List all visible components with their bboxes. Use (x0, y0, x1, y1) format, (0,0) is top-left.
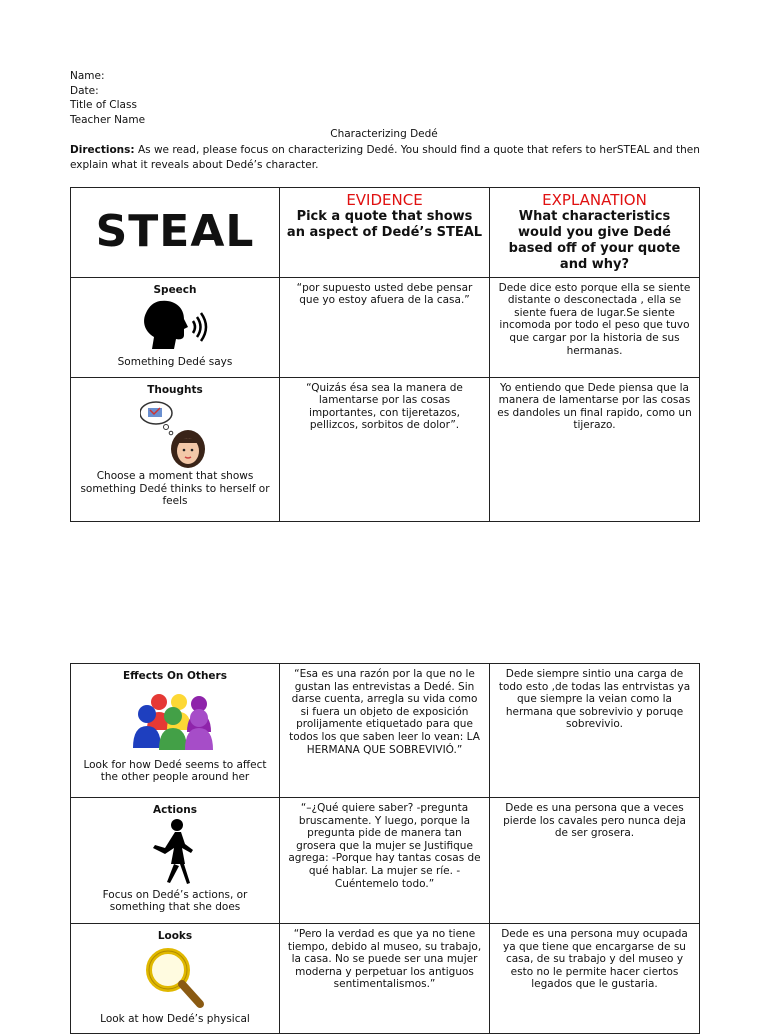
evidence-subheading: Pick a quote that shows an aspect of Dedé’s STEAL (286, 208, 483, 240)
evidence-cell: “Quizás ésa sea la manera de lamentarse por las cosas importantes, con tijeretazos, pellizcos, sorbitos de dolor”. (280, 377, 490, 521)
explanation-cell: Dede es una persona muy ocupada ya que tiene que encargarse de su casa, de su trabajo y del museo y esto no le permite hacer ciertos legados que le gustaria. (490, 924, 700, 1034)
table-row (71, 664, 700, 798)
magnifying-glass-icon (77, 943, 273, 1013)
directions-text: As we read, please focus on characterizing Dedé. You should find a quote that refers to herSTEAL and then explain what it reveals about Dedé’s character. (70, 144, 700, 171)
evidence-heading: EVIDENCE (346, 191, 423, 209)
explanation-cell: Dede es una persona que a veces pierde los cavales pero nunca deja de ser grosera. (490, 798, 700, 924)
teacher-label: Teacher Name (70, 113, 146, 126)
table-row (71, 924, 700, 1034)
group-of-people-icon (77, 683, 273, 759)
evidence-cell: “–¿Qué quiere saber? -pregunta bruscamente. Y luego, porque la pregunta pide de manera tan grosera que la mujer se Justifique agrega: -Porque hay tantas cosas de qué hablar. La mujer se ríe. -Cuéntemelo todo.” (280, 798, 490, 924)
category-cell-thoughts (71, 377, 280, 521)
category-cell-actions (71, 798, 280, 924)
table-row (71, 377, 700, 521)
thinking-woman-icon (77, 396, 273, 470)
category-cell-speech (71, 277, 280, 377)
category-description: Look at how Dedé’s physical (100, 1012, 250, 1025)
evidence-heading-cell (280, 188, 490, 278)
class-label: Title of Class (70, 99, 137, 111)
steal-table-bottom (70, 663, 700, 1034)
evidence-cell: “por supuesto usted debe pensar que yo estoy afuera de la casa.” (280, 277, 490, 377)
explanation-heading-cell (490, 188, 700, 278)
speaking-head-icon (77, 296, 273, 356)
category-description: Look for how Dedé seems to affect the other people around her (83, 758, 267, 784)
directions-label: Directions: (70, 144, 135, 156)
explanation-cell: Dede dice esto porque ella se siente distante o desconectada , ella se siente fuera de lugar.Se siente incomoda por todo el peso que tuvo que cargar por la historia de sus hermanas. (490, 277, 700, 377)
student-info-header (70, 69, 145, 127)
evidence-cell: “Pero la verdad es que ya no tiene tiempo, debido al museo, su trabajo, la casa. No se puede ser una mujer moderna y perpetuar los antiguos sentimentalismos.” (280, 924, 490, 1034)
page-title: Characterizing Dedé (330, 128, 438, 140)
category-title: Thoughts (147, 383, 203, 396)
category-cell-effects (71, 664, 280, 798)
directions (70, 143, 700, 172)
category-title: Actions (153, 804, 197, 816)
explanation-cell: Yo entiendo que Dede piensa que la manera de lamentarse por las cosas es dandoles un final rapido, como un tijerazo. (490, 377, 700, 521)
category-title: Looks (157, 930, 193, 942)
category-title: Speech (153, 283, 197, 296)
category-description: Focus on Dedé’s actions, or something that she does (102, 888, 248, 914)
explanation-heading: EXPLANATION (542, 191, 647, 209)
name-label: Name: (70, 70, 105, 82)
explanation-subheading: What characteristics would you give Dedé based off of your quote and why? (508, 208, 681, 272)
date-label: Date: (70, 84, 99, 97)
steal-heading-cell (71, 188, 280, 278)
walking-woman-icon (77, 817, 273, 889)
evidence-cell: “Esa es una razón por la que no le gustan las entrevistas a Dedé. Sin darse cuenta, arregla su vida como si fuera un objeto de exposición prolijamente etiquetado para que todos los que saben leer lo vean: LA HERMANA QUE SOBREVIVIÓ.” (280, 664, 490, 798)
table-row (71, 798, 700, 924)
explanation-cell: Dede siempre sintio una carga de todo esto ,de todas las entrvistas ya que siempre la veian como la hermana que sobrevivio y poruqe sobrevivio. (490, 664, 700, 798)
category-description: Something Dedé says (117, 356, 233, 369)
category-title: Effects On Others (123, 670, 227, 682)
category-description: Choose a moment that shows something Dedé thinks to herself or feels (80, 470, 270, 508)
category-cell-looks (71, 924, 280, 1034)
table-row (71, 277, 700, 377)
steal-table-top (70, 187, 700, 522)
steal-heading: STEAL (95, 206, 255, 257)
table-header-row (71, 188, 700, 278)
